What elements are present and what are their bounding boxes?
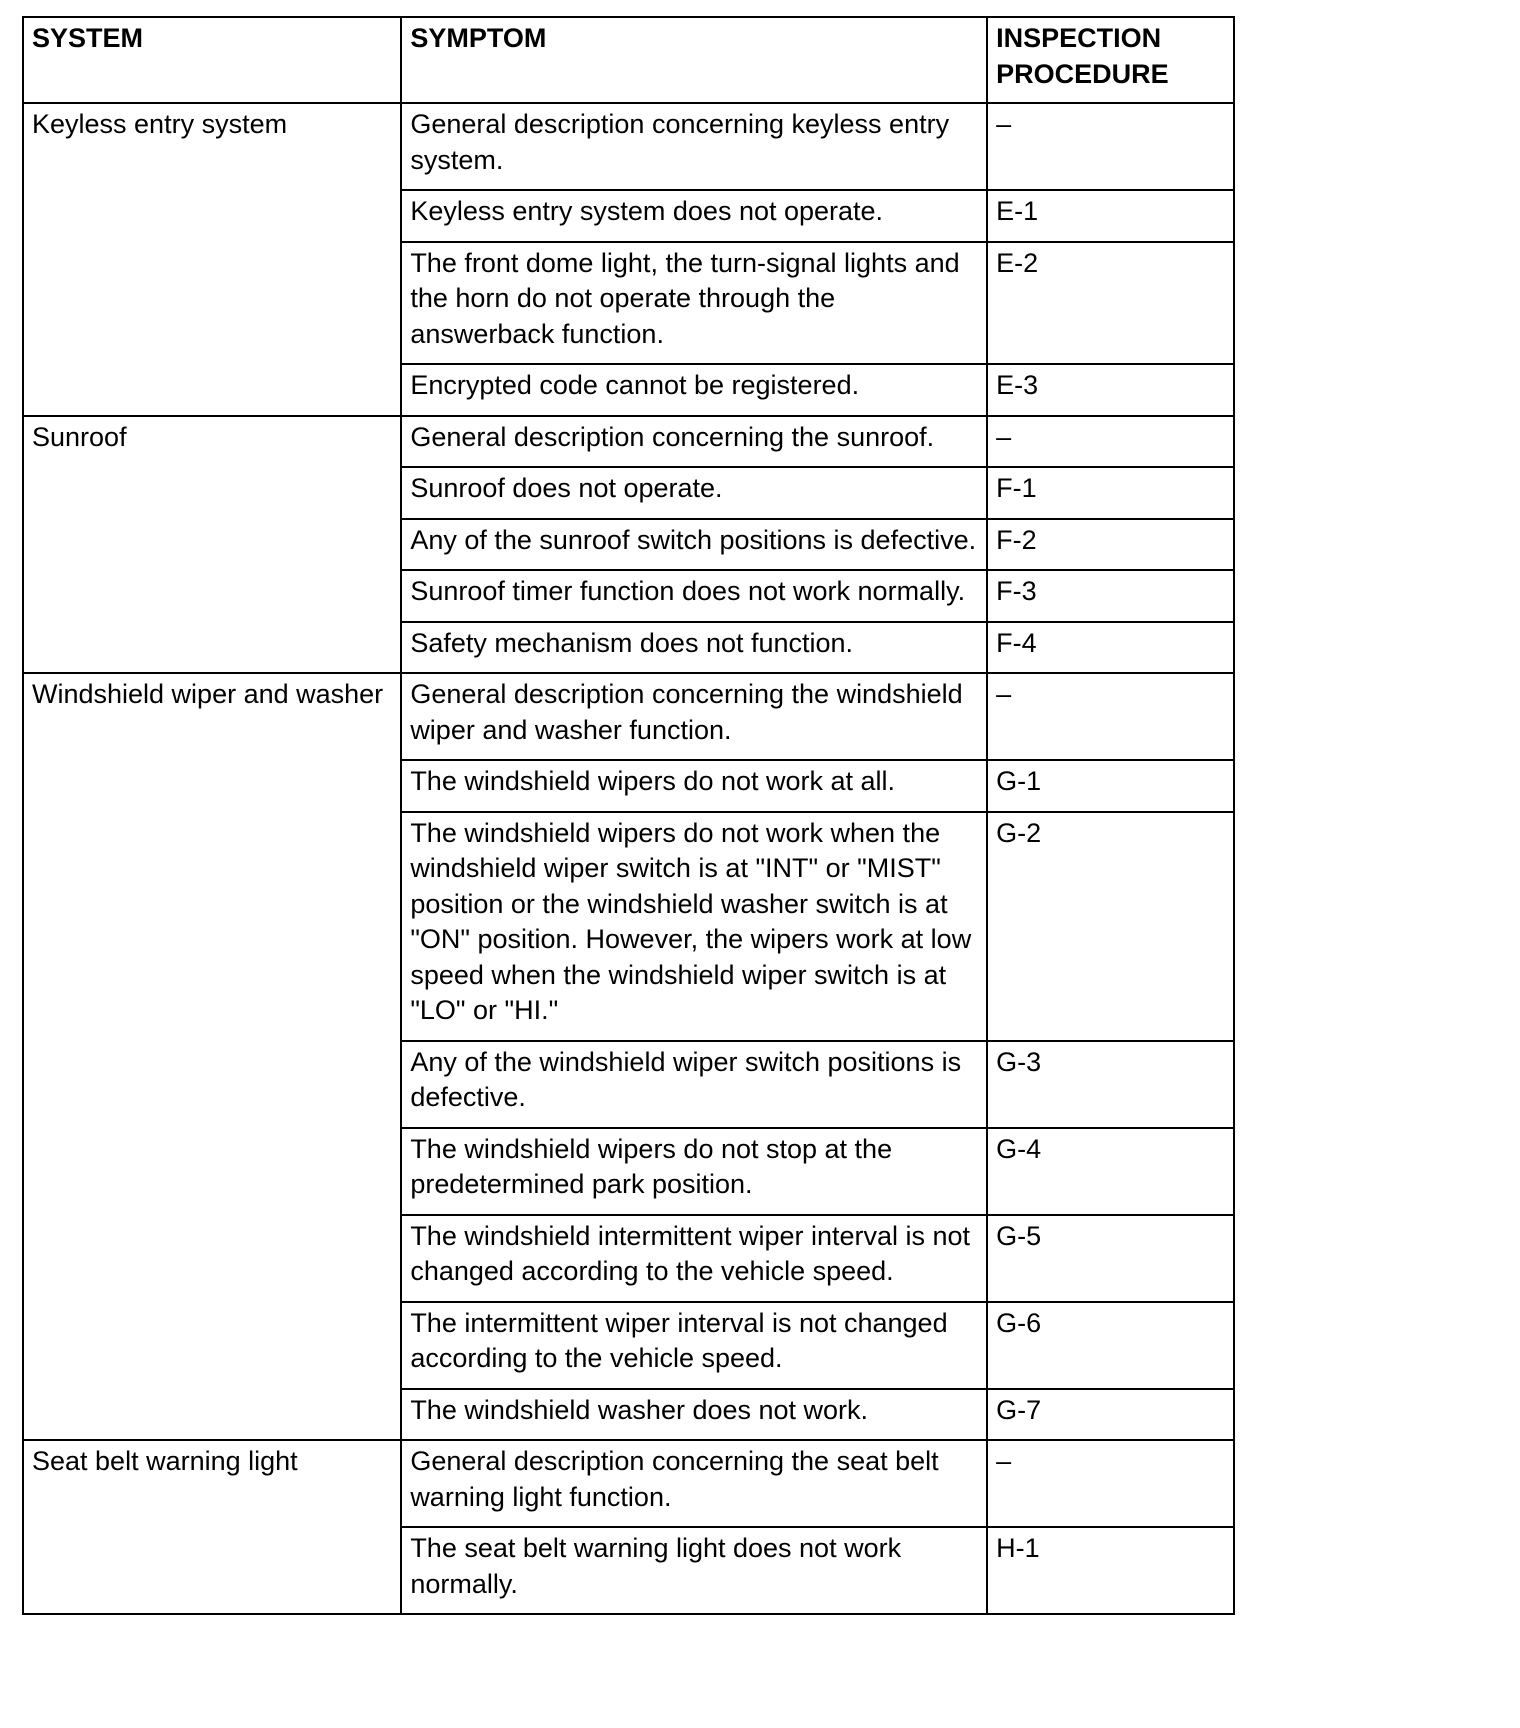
symptom-cell: Sunroof does not operate.	[401, 467, 987, 519]
symptom-cell: Any of the windshield wiper switch positions is defective.	[401, 1041, 987, 1128]
procedure-cell: F-1	[987, 467, 1234, 519]
procedure-cell: F-4	[987, 622, 1234, 674]
procedure-cell: E-3	[987, 364, 1234, 416]
procedure-cell: E-2	[987, 242, 1234, 365]
symptom-cell: The windshield intermittent wiper interval is not changed according to the vehicle speed.	[401, 1215, 987, 1302]
symptom-cell: General description concerning the windshield wiper and washer function.	[401, 673, 987, 760]
symptom-cell: The windshield wipers do not stop at the predetermined park position.	[401, 1128, 987, 1215]
procedure-cell: F-3	[987, 570, 1234, 622]
symptom-cell: The front dome light, the turn-signal lights and the horn do not operate through the answerback function.	[401, 242, 987, 365]
inspection-table	[22, 16, 1235, 1615]
system-cell: Sunroof	[23, 416, 401, 674]
procedure-cell: E-1	[987, 190, 1234, 242]
procedure-cell: –	[987, 1440, 1234, 1527]
header-procedure: INSPECTION PROCEDURE	[987, 17, 1234, 103]
symptom-cell: The windshield washer does not work.	[401, 1389, 987, 1441]
symptom-cell: Encrypted code cannot be registered.	[401, 364, 987, 416]
procedure-cell: G-1	[987, 760, 1234, 812]
system-cell: Seat belt warning light	[23, 1440, 401, 1614]
symptom-cell: General description concerning keyless entry system.	[401, 103, 987, 190]
header-row	[23, 17, 1234, 103]
procedure-cell: –	[987, 673, 1234, 760]
procedure-cell: G-6	[987, 1302, 1234, 1389]
symptom-cell: General description concerning the seat belt warning light function.	[401, 1440, 987, 1527]
table-row	[23, 1440, 1234, 1527]
symptom-cell: The windshield wipers do not work when the windshield wiper switch is at "INT" or "MIST" position or the windshield washer switch is at "ON" position. However, the wipers work at low speed when the windshield wiper switch is at "LO" or "HI."	[401, 812, 987, 1041]
procedure-cell: F-2	[987, 519, 1234, 571]
procedure-cell: G-4	[987, 1128, 1234, 1215]
procedure-cell: –	[987, 103, 1234, 190]
symptom-cell: Keyless entry system does not operate.	[401, 190, 987, 242]
symptom-cell: Safety mechanism does not function.	[401, 622, 987, 674]
symptom-cell: The intermittent wiper interval is not changed according to the vehicle speed.	[401, 1302, 987, 1389]
symptom-cell: Sunroof timer function does not work normally.	[401, 570, 987, 622]
procedure-cell: H-1	[987, 1527, 1234, 1614]
table-row	[23, 103, 1234, 190]
procedure-cell: G-7	[987, 1389, 1234, 1441]
table-row	[23, 673, 1234, 760]
procedure-cell: G-2	[987, 812, 1234, 1041]
symptom-cell: The seat belt warning light does not work normally.	[401, 1527, 987, 1614]
symptom-cell: Any of the sunroof switch positions is defective.	[401, 519, 987, 571]
symptom-cell: General description concerning the sunroof.	[401, 416, 987, 468]
header-symptom: SYMPTOM	[401, 17, 987, 103]
symptom-cell: The windshield wipers do not work at all.	[401, 760, 987, 812]
procedure-cell: G-3	[987, 1041, 1234, 1128]
procedure-cell: –	[987, 416, 1234, 468]
system-cell: Windshield wiper and washer	[23, 673, 401, 1440]
procedure-cell: G-5	[987, 1215, 1234, 1302]
system-cell: Keyless entry system	[23, 103, 401, 416]
table-row	[23, 416, 1234, 468]
header-system: SYSTEM	[23, 17, 401, 103]
